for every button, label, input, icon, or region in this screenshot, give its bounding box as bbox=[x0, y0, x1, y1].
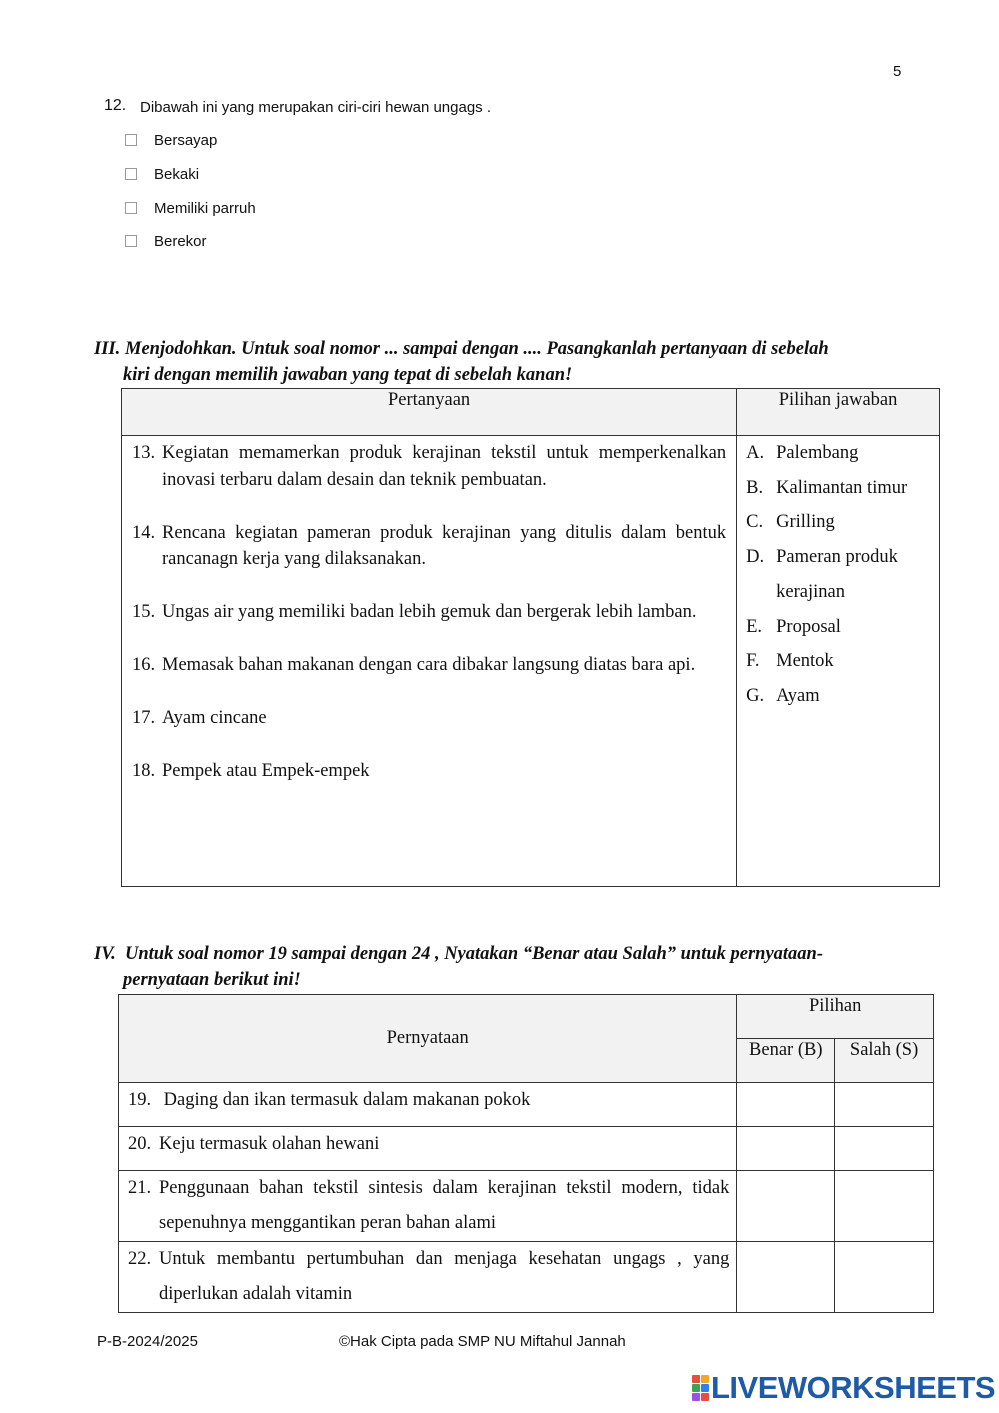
answer-option bbox=[746, 505, 931, 540]
header-true: Benar (B) bbox=[737, 1039, 835, 1083]
matching-question bbox=[132, 520, 726, 573]
answer-option bbox=[746, 679, 931, 714]
option-checkbox[interactable] bbox=[125, 134, 137, 146]
question-text: Ayam cincane bbox=[162, 708, 267, 728]
question-12-number: 12. bbox=[104, 97, 127, 114]
matching-table bbox=[121, 388, 940, 887]
statement-number: 21. bbox=[128, 1178, 152, 1198]
answer-true-cell[interactable] bbox=[737, 1171, 835, 1242]
question-text: Memasak bahan makanan dengan cara dibakar langsung diatas bara api. bbox=[162, 655, 696, 675]
statement-text: Untuk membantu pertumbuhan dan menjaga kesehatan ungags , yang diperlukan adalah vitamin bbox=[159, 1249, 730, 1304]
statement-cell bbox=[119, 1242, 737, 1313]
option-checkbox[interactable] bbox=[125, 235, 137, 247]
option-item bbox=[125, 165, 199, 183]
table-row bbox=[119, 1127, 934, 1171]
answer-option bbox=[746, 540, 931, 609]
option-item bbox=[125, 131, 217, 149]
page-number: 5 bbox=[893, 63, 902, 80]
answer-text: Ayam bbox=[776, 685, 820, 706]
matching-question bbox=[132, 652, 726, 679]
answer-option bbox=[746, 610, 931, 645]
true-false-table bbox=[118, 994, 934, 1313]
footer-code: P-B-2024/2025 bbox=[97, 1333, 198, 1350]
answer-false-cell[interactable] bbox=[835, 1083, 934, 1127]
section-4-title-line1: Untuk soal nomor 19 sampai dengan 24 , Nyatakan “Benar atau Salah” untuk pernyataan- bbox=[125, 944, 824, 964]
option-label: Memiliki parruh bbox=[154, 199, 256, 217]
answer-true-cell[interactable] bbox=[737, 1083, 835, 1127]
matching-question bbox=[132, 599, 726, 626]
answer-text: Kalimantan timur bbox=[776, 477, 908, 498]
answer-option bbox=[746, 436, 931, 471]
answer-option bbox=[746, 644, 931, 679]
answer-letter: F. bbox=[746, 651, 760, 672]
question-text: Kegiatan memamerkan produk kerajinan tekstil untuk memperkenalkan inovasi terbaru dalam desain dan teknik pembuatan. bbox=[162, 443, 727, 490]
answer-letter: D. bbox=[746, 547, 765, 568]
question-text: Pempek atau Empek-empek bbox=[162, 761, 370, 781]
header-statement: Pernyataan bbox=[119, 995, 737, 1083]
statement-number: 22. bbox=[128, 1249, 152, 1269]
answer-letter: C. bbox=[746, 512, 764, 533]
answer-true-cell[interactable] bbox=[737, 1127, 835, 1171]
answer-letter: E. bbox=[746, 616, 763, 637]
option-item bbox=[125, 199, 256, 217]
section-4-roman: IV. bbox=[94, 944, 116, 964]
statement-cell bbox=[119, 1171, 737, 1242]
question-number: 17. bbox=[132, 708, 156, 728]
answer-option bbox=[746, 471, 931, 506]
answer-text: Pameran produk kerajinan bbox=[776, 547, 898, 602]
liveworksheets-logo-icon bbox=[692, 1375, 709, 1401]
statement-text: Keju termasuk olahan hewani bbox=[159, 1134, 380, 1154]
section-4-title-line2: pernyataan berikut ini! bbox=[123, 970, 301, 990]
option-label: Bersayap bbox=[154, 131, 218, 149]
option-checkbox[interactable] bbox=[125, 168, 137, 180]
section-3-roman: III. bbox=[94, 339, 121, 359]
header-questions: Pertanyaan bbox=[122, 389, 737, 436]
statement-number: 20. bbox=[128, 1134, 152, 1154]
questions-cell bbox=[122, 436, 737, 887]
option-checkbox[interactable] bbox=[125, 202, 137, 214]
answer-text: Mentok bbox=[776, 651, 834, 672]
logo-block bbox=[701, 1375, 709, 1383]
logo-block bbox=[701, 1384, 709, 1392]
question-number: 14. bbox=[132, 522, 156, 543]
statement-text: Daging dan ikan termasuk dalam makanan pokok bbox=[159, 1090, 531, 1110]
section-4-title bbox=[94, 941, 924, 993]
section-3-title-line1: Menjodohkan. Untuk soal nomor ... sampai dengan .... Pasangkanlah pertanyaan di sebelah bbox=[125, 339, 829, 359]
answer-letter: G. bbox=[746, 685, 765, 706]
logo-block bbox=[692, 1375, 700, 1383]
liveworksheets-wordmark: LIVEWORKSHEETS bbox=[711, 1370, 996, 1405]
logo-block bbox=[692, 1384, 700, 1392]
answer-text: Proposal bbox=[776, 616, 841, 637]
answer-false-cell[interactable] bbox=[835, 1127, 934, 1171]
question-12-text: Dibawah ini yang merupakan ciri-ciri hewan ungags . bbox=[140, 99, 492, 116]
header-answers: Pilihan jawaban bbox=[737, 389, 940, 436]
answer-false-cell[interactable] bbox=[835, 1171, 934, 1242]
statement-cell bbox=[119, 1083, 737, 1127]
option-label: Bekaki bbox=[154, 165, 200, 183]
question-number: 13. bbox=[132, 443, 156, 463]
matching-question bbox=[132, 705, 726, 732]
question-number: 15. bbox=[132, 602, 156, 622]
answer-letter: B. bbox=[746, 477, 764, 498]
question-text: Rencana kegiatan pameran produk kerajinan yang ditulis dalam bentuk rancanagn kerja yang dilaksanakan. bbox=[162, 522, 727, 569]
answers-cell bbox=[737, 436, 940, 887]
question-text: Ungas air yang memiliki badan lebih gemuk dan bergerak lebih lamban. bbox=[162, 602, 697, 622]
table-row bbox=[119, 1171, 934, 1242]
header-choice: Pilihan bbox=[737, 995, 934, 1039]
answer-letter: A. bbox=[746, 443, 765, 463]
statement-cell bbox=[119, 1127, 737, 1171]
table-row bbox=[119, 1242, 934, 1313]
question-number: 16. bbox=[132, 655, 156, 675]
statement-number: 19. bbox=[128, 1090, 152, 1110]
section-3-title-line2: kiri dengan memilih jawaban yang tepat di sebelah kanan! bbox=[123, 365, 573, 385]
option-label: Berekor bbox=[154, 232, 207, 250]
table-row bbox=[119, 1083, 934, 1127]
liveworksheets-logo[interactable] bbox=[692, 1370, 995, 1406]
matching-question bbox=[132, 758, 726, 785]
answer-false-cell[interactable] bbox=[835, 1242, 934, 1313]
section-3-title bbox=[94, 336, 924, 388]
logo-block bbox=[701, 1393, 709, 1401]
logo-block bbox=[692, 1393, 700, 1401]
answer-text: Grilling bbox=[776, 512, 835, 533]
answer-true-cell[interactable] bbox=[737, 1242, 835, 1313]
option-item bbox=[125, 232, 207, 250]
question-number: 18. bbox=[132, 761, 156, 781]
statement-text: Penggunaan bahan tekstil sintesis dalam kerajinan tekstil modern, tidak sepenuhnya menggantikan peran bahan alami bbox=[159, 1178, 730, 1233]
footer-copyright: ©Hak Cipta pada SMP NU Miftahul Jannah bbox=[339, 1333, 626, 1350]
matching-question bbox=[132, 440, 726, 493]
header-false: Salah (S) bbox=[835, 1039, 934, 1083]
answer-text: Palembang bbox=[776, 443, 859, 463]
